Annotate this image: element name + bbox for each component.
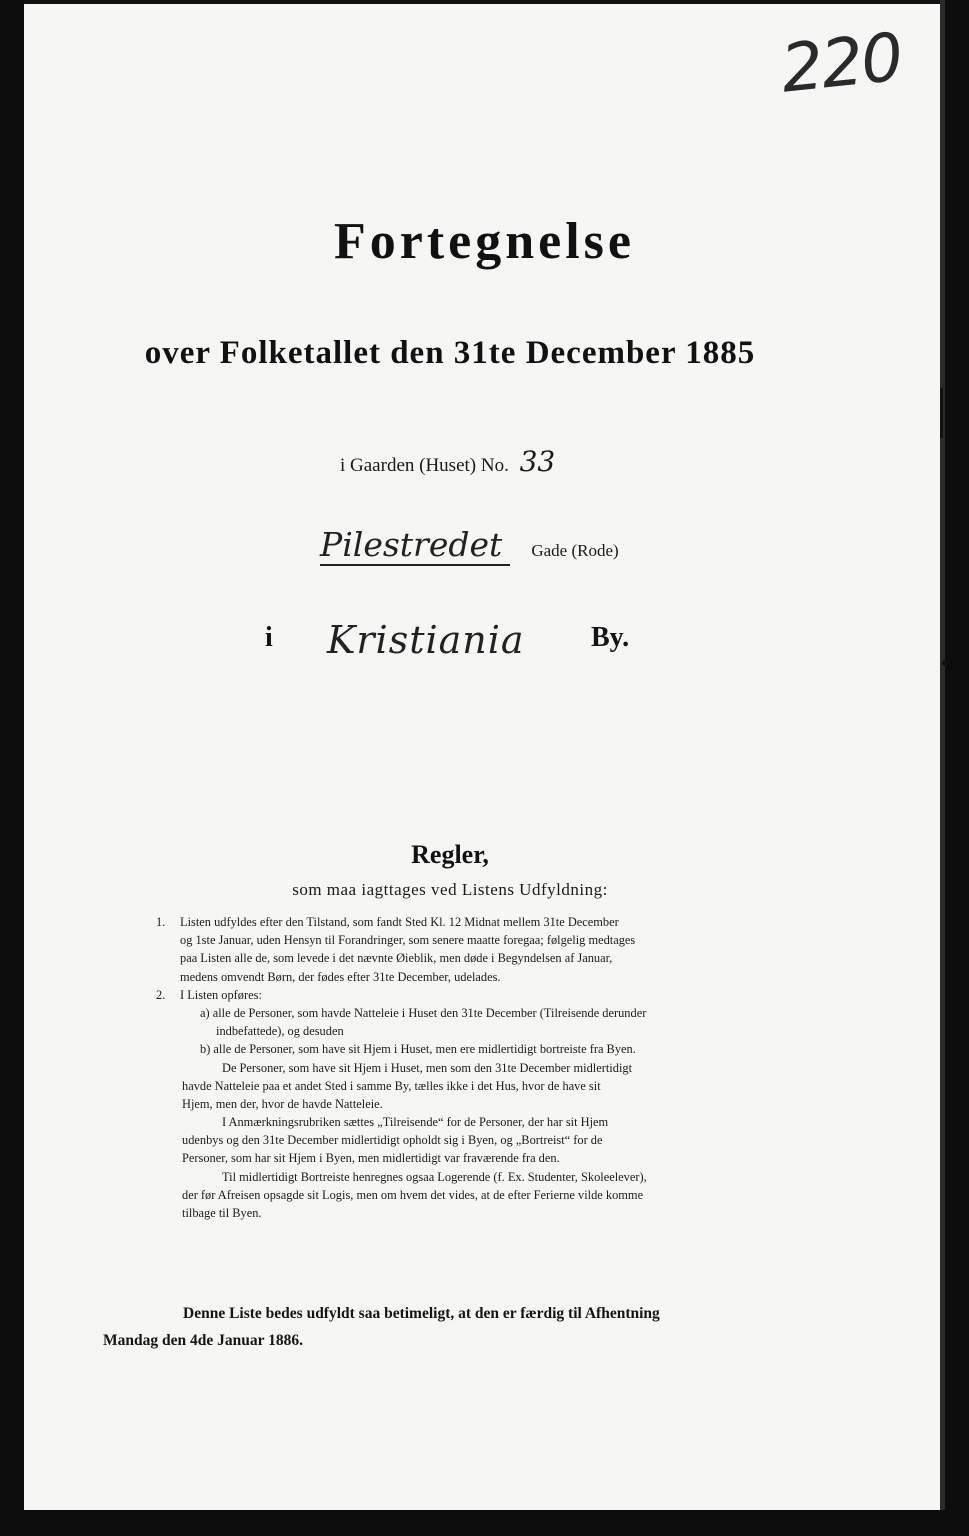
rules-line-text: paa Listen alle de, som levede i det nævnte Øieblik, men døde i Begyndelsen af Januar, <box>180 951 613 966</box>
rules-line-text: tilbage til Byen. <box>182 1206 262 1220</box>
rules-line <box>150 968 790 986</box>
rules-line <box>150 913 790 931</box>
rules-line <box>150 1077 790 1095</box>
house-number-line <box>340 445 555 479</box>
rules-line-number: 2. <box>156 987 166 1002</box>
rules-line <box>150 1004 790 1022</box>
page-subtitle: over Folketallet den 31te December 1885 <box>144 335 756 371</box>
page-title: Fortegnelse <box>333 213 635 270</box>
rules-line-text: og 1ste Januar, uden Hensyn til Forandringer, som senere maatte foregaa; følgelig medtages <box>180 933 636 948</box>
rules-line <box>150 949 790 967</box>
rules-line-text: De Personer, som have sit Hjem i Huset, men som den 31te December midlertidigt <box>222 1060 633 1075</box>
footer-line-1: Denne Liste bedes udfyldt saa betimeligt, at den er færdig til Afhentning <box>183 1305 660 1322</box>
rules-line-text: a) alle de Personer, som havde Natteleie i Huset den 31te December (Tilreisende derunder <box>200 1005 647 1020</box>
rules-line-number: 1. <box>156 915 166 929</box>
house-number-label: i Gaarden (Huset) No. <box>340 455 509 476</box>
rules-line <box>150 1059 790 1077</box>
city-line <box>265 618 685 674</box>
folio-number: 220 <box>777 18 905 108</box>
footer-line-2: Mandag den 4de Januar 1886. <box>103 1332 303 1349</box>
rules-line <box>150 1095 790 1113</box>
city-prefix: i <box>265 622 273 653</box>
rules-line <box>150 1168 790 1186</box>
rules-line <box>150 1149 790 1167</box>
rules-line <box>150 931 790 949</box>
rules-line-text: der før Afreisen opsagde sit Logis, men om hvem det vides, at de efter Ferierne vilde komme <box>182 1187 644 1202</box>
rules-line <box>150 1022 790 1040</box>
margin-mark <box>940 388 943 438</box>
rules-line-text: I Anmærkningsrubriken sættes „Tilreisende“ for de Personer, der har sit Hjem <box>222 1115 609 1130</box>
rules-line-text: b) alle de Personer, som have sit Hjem i Huset, men ere midlertidigt bortreiste fra Byen. <box>200 1042 636 1057</box>
rules-line <box>150 1113 790 1131</box>
rules-text <box>150 913 790 1222</box>
rules-line-text: Listen udfyldes efter den Tilstand, som fandt Sted Kl. 12 Midnat mellem 31te December <box>180 915 619 929</box>
city-value: Kristiania <box>327 618 525 662</box>
street-line <box>320 525 619 575</box>
rules-line <box>150 1204 790 1222</box>
rules-line-text: I Listen opføres: <box>180 987 262 1002</box>
rules-line-text: udenbys og den 31te December midlertidigt opholdt sig i Byen, og „Bortreist“ for de <box>182 1133 603 1148</box>
rules-line-text: Til midlertidigt Bortreiste henregnes ogsaa Logerende (f. Ex. Studenter, Skoleelever), <box>222 1169 647 1184</box>
rules-line-text: Personer, som har sit Hjem i Byen, men midlertidigt var fraværende fra den. <box>182 1151 560 1166</box>
rules-line-text: havde Natteleie paa et andet Sted i samme By, tælles ikke i det Hus, hvor de have sit <box>182 1078 601 1093</box>
rules-subheading: som maa iagttages ved Listens Udfyldning: <box>292 880 608 899</box>
scan-border-top <box>0 0 969 4</box>
street-value: Pilestredet <box>320 525 510 566</box>
city-label: By. <box>591 622 630 653</box>
street-label: Gade (Rode) <box>531 541 619 560</box>
rules-line-text: indbefattede), og desuden <box>216 1024 344 1039</box>
rules-line-text: Hjem, men der, hvor de havde Natteleie. <box>182 1096 383 1111</box>
rules-heading: Regler, <box>411 840 489 869</box>
rules-line <box>150 1040 790 1058</box>
rules-line <box>150 986 790 1004</box>
house-number-value: 33 <box>519 445 556 478</box>
scan-border-bottom <box>0 1510 969 1536</box>
rules-line <box>150 1186 790 1204</box>
margin-dot <box>942 660 948 666</box>
rules-line-text: medens omvendt Børn, der fødes efter 31te December, udelades. <box>180 969 501 984</box>
rules-line <box>150 1131 790 1149</box>
footer-note <box>103 1300 793 1354</box>
